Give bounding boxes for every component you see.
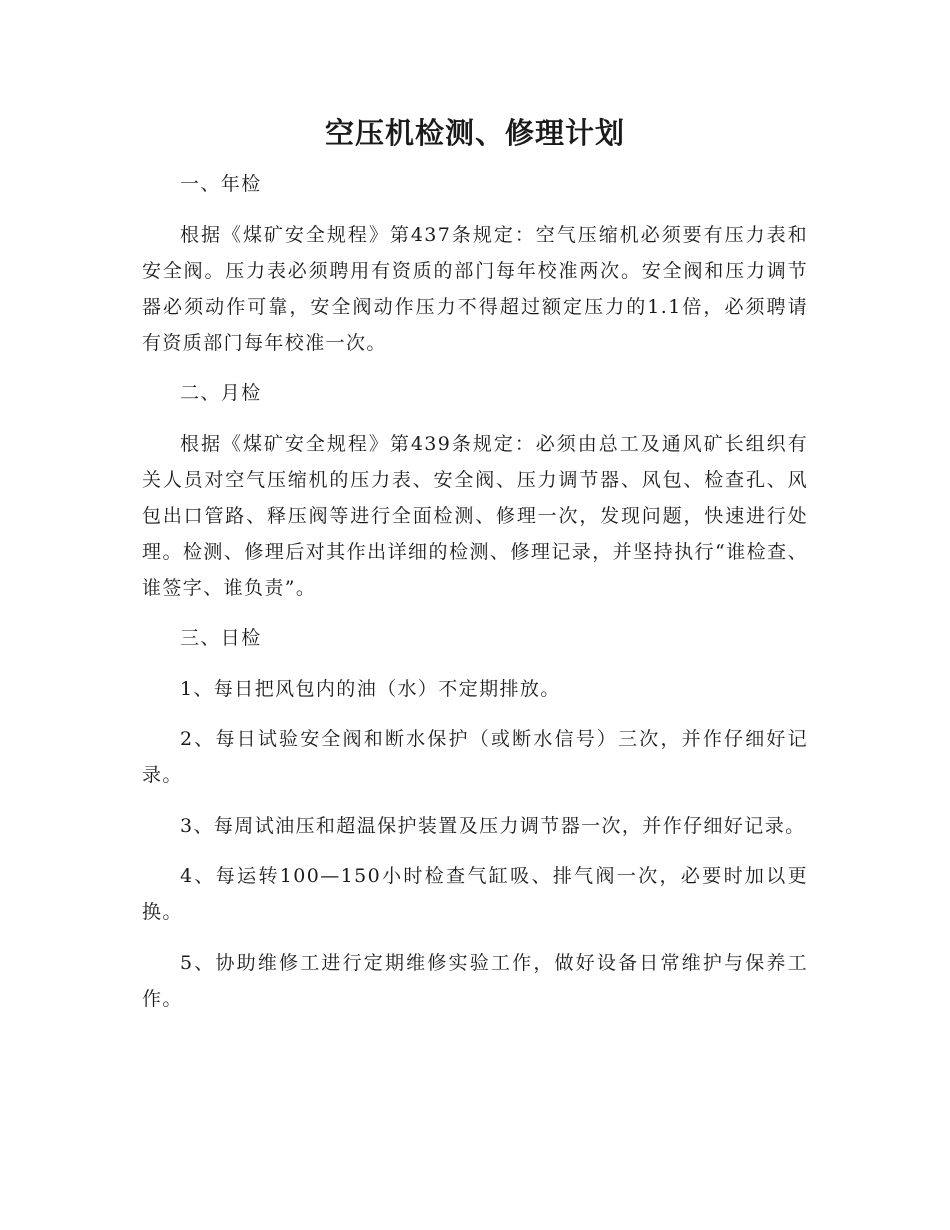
daily-item-2: 2、每日试验安全阀和断水保护（或断水信号）三次，并作仔细好记录。 <box>142 728 808 786</box>
paragraph-monthly-rule: 根据《煤矿安全规程》第439条规定：必须由总工及通风矿长组织有关人员对空气压缩机的压力表、安全阀、压力调节器、风包、检查孔、风包出口管路、释压阀等进行全面检测、修理一次，发现问题，快速进行处理。检测、修理后对其作出详细的检测、修理记录，并坚持执行“谁检查、谁签字、谁负责”。 <box>142 432 808 599</box>
section-heading-annual: 一、年检 <box>180 173 262 195</box>
daily-item-5: 5、协助维修工进行定期维修实验工作，做好设备日常维护与保养工作。 <box>142 951 808 1010</box>
paragraph-annual-rule: 根据《煤矿安全规程》第437条规定：空气压缩机必须要有压力表和安全阀。压力表必须聘用有资质的部门每年校准两次。安全阀和压力调节器必须动作可靠，安全阀动作压力不得超过额定压力的1.1倍，必须聘请有资质部门每年校准一次。 <box>142 223 808 354</box>
daily-item-3: 3、每周试油压和超温保护装置及压力调节器一次，并作仔细好记录。 <box>180 814 806 837</box>
section-heading-daily: 三、日检 <box>180 627 262 649</box>
daily-item-1: 1、每日把风包内的油（水）不定期排放。 <box>180 677 561 700</box>
document-title: 空压机检测、修理计划 <box>324 116 625 150</box>
daily-item-4: 4、每运转100—150小时检查气缸吸、排气阀一次，必要时加以更换。 <box>142 865 808 923</box>
document-body <box>142 166 808 1031</box>
section-heading-monthly: 二、月检 <box>180 382 262 404</box>
